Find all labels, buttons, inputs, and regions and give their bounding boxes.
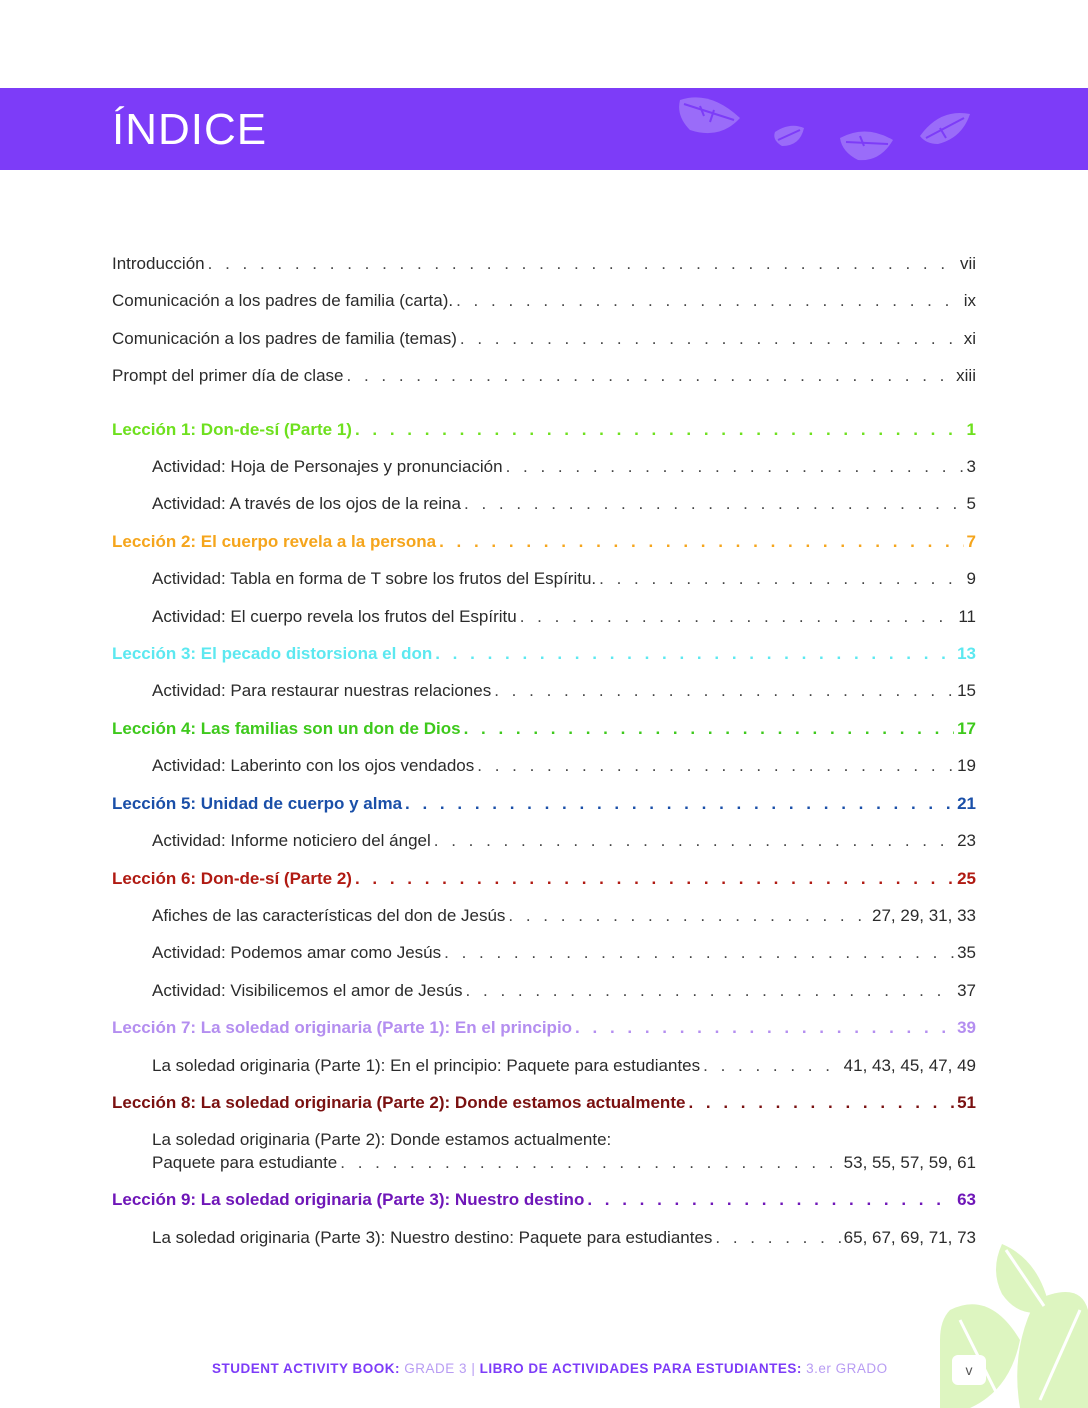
toc-leader-dots (703, 1047, 841, 1084)
toc-activity[interactable] (112, 1219, 976, 1256)
toc-entry-page: 37 (957, 980, 976, 1000)
toc-entry-label: Actividad: Laberinto con los ojos vendados (152, 756, 475, 776)
toc-entry-page: xi (963, 328, 976, 348)
toc-entry-label: Prompt del primer día de clase (112, 366, 344, 386)
toc-entry-label: Lección 5: Unidad de cuerpo y alma (112, 793, 403, 813)
toc-entry[interactable] (112, 282, 976, 319)
toc-entry-label: Actividad: Tabla en forma de T sobre los frutos del Espíritu. (152, 569, 597, 589)
toc-leader-dots (460, 320, 961, 357)
table-of-contents (112, 245, 976, 1256)
toc-leader-dots (464, 710, 955, 747)
toc-entry[interactable] (112, 357, 976, 394)
toc-entry-label: Comunicación a los padres de familia (carta). (112, 291, 454, 311)
toc-entry-page: 41, 43, 45, 47, 49 (843, 1055, 976, 1075)
toc-entry-label-line: La soledad originaria (Parte 2): Donde estamos actualmente: (152, 1130, 612, 1150)
toc-activity[interactable] (112, 897, 976, 934)
toc-activity[interactable] (112, 934, 976, 971)
toc-entry-label: Introducción (112, 254, 205, 273)
toc-entry-page: 63 (957, 1190, 976, 1210)
toc-entry-page: 25 (957, 868, 976, 888)
toc-entry-page: 39 (957, 1018, 976, 1038)
toc-lesson-3[interactable] (112, 635, 976, 672)
toc-leader-dots (434, 822, 954, 859)
toc-leader-dots (599, 560, 963, 597)
toc-entry[interactable] (112, 320, 976, 357)
toc-leader-dots (477, 747, 954, 784)
toc-activity[interactable] (112, 672, 976, 709)
toc-lesson-6[interactable] (112, 860, 976, 897)
toc-activity[interactable] (112, 598, 976, 635)
toc-activity[interactable] (112, 1121, 976, 1181)
toc-entry-page: vii (959, 254, 976, 273)
toc-lesson-9[interactable] (112, 1181, 976, 1218)
footer-grade-es: 3.er GRADO (806, 1361, 888, 1376)
toc-leader-dots (444, 934, 954, 971)
toc-entry-label: Afiches de las características del don de Jesús (152, 905, 506, 925)
toc-lesson-1[interactable] (112, 411, 976, 448)
toc-lesson-2[interactable] (112, 523, 976, 560)
toc-entry-label: La soledad originaria (Parte 1): En el principio: Paquete para estudiantes (152, 1055, 701, 1075)
toc-entry-label: Actividad: A través de los ojos de la reina (152, 494, 462, 514)
toc-activity[interactable] (112, 822, 976, 859)
toc-entry-label: Actividad: El cuerpo revela los frutos del Espíritu (152, 606, 517, 626)
footer-separator: | (471, 1361, 476, 1376)
toc-entry-page: 13 (957, 644, 976, 664)
toc-entry-page: ix (963, 291, 976, 311)
toc-entry-page: 11 (958, 606, 976, 626)
toc-entry-label: Paquete para estudiante (152, 1153, 338, 1173)
toc-leader-dots (506, 448, 964, 485)
toc-leader-dots (494, 672, 954, 709)
toc-activity[interactable] (112, 485, 976, 522)
toc-leader-dots (208, 245, 957, 282)
toc-entry-page: 53, 55, 57, 59, 61 (843, 1153, 976, 1173)
toc-entry-label: Lección 6: Don-de-sí (Parte 2) (112, 868, 352, 888)
toc-leader-dots (466, 972, 955, 1009)
footer-book-es: LIBRO DE ACTIVIDADES PARA ESTUDIANTES: (479, 1361, 802, 1376)
toc-entry-label: Actividad: Podemos amar como Jesús (152, 943, 442, 963)
toc-leader-dots (340, 1151, 840, 1174)
toc-activity[interactable] (112, 560, 976, 597)
toc-leader-dots (355, 860, 954, 897)
toc-activity[interactable] (112, 1047, 976, 1084)
toc-entry-label: Lección 9: La soledad originaria (Parte 3): Nuestro destino (112, 1190, 585, 1210)
toc-leader-dots (439, 523, 963, 560)
toc-entry-label: Actividad: Para restaurar nuestras relaciones (152, 681, 492, 701)
toc-leader-dots (520, 598, 956, 635)
toc-entry-page: 23 (957, 831, 976, 851)
toc-leader-dots (435, 635, 954, 672)
toc-entry-page: 1 (966, 419, 976, 439)
toc-lesson-4[interactable] (112, 710, 976, 747)
toc-leader-dots (405, 785, 954, 822)
toc-entry-label: Lección 7: La soledad originaria (Parte 1): En el principio (112, 1018, 573, 1038)
toc-leader-dots (347, 357, 954, 394)
section-gap (112, 395, 976, 411)
toc-entry-page: 35 (957, 943, 976, 963)
toc-entry-label: Actividad: Hoja de Personajes y pronunciación (152, 457, 503, 477)
toc-leader-dots (508, 897, 869, 934)
toc-entry-page: 17 (957, 718, 976, 738)
toc-entry-label: Comunicación a los padres de familia (temas) (112, 328, 457, 348)
header-banner (0, 88, 1088, 170)
toc-entry-page: 5 (966, 494, 976, 514)
toc-entry-page: 27, 29, 31, 33 (872, 905, 976, 925)
toc-entry-page: 9 (966, 569, 976, 589)
page-number: v (952, 1355, 986, 1385)
toc-entry-label: La soledad originaria (Parte 3): Nuestro destino: Paquete para estudiantes (152, 1227, 713, 1247)
toc-lesson-8[interactable] (112, 1084, 976, 1121)
toc-entry-label: Lección 1: Don-de-sí (Parte 1) (112, 419, 352, 439)
toc-leader-dots (355, 411, 964, 448)
toc-lesson-7[interactable] (112, 1009, 976, 1046)
toc-entry-page: 65, 67, 69, 71, 73 (843, 1227, 976, 1247)
toc-entry-page: 51 (957, 1092, 976, 1112)
toc-activity[interactable] (112, 747, 976, 784)
toc-entry-page: xiii (956, 366, 976, 386)
toc-entry-line (152, 1151, 976, 1174)
toc-entry-label: Actividad: Informe noticiero del ángel (152, 831, 431, 851)
page-title: ÍNDICE (112, 105, 268, 154)
toc-entry-page: 21 (957, 793, 976, 813)
toc-entry-label: Lección 4: Las familias son un don de Dios (112, 718, 461, 738)
toc-entry-label: Lección 2: El cuerpo revela a la persona (112, 531, 437, 551)
toc-leader-dots (688, 1084, 954, 1121)
toc-leader-dots (715, 1219, 840, 1256)
toc-activity[interactable] (112, 972, 976, 1009)
toc-entry-label: Actividad: Visibilicemos el amor de Jesús (152, 980, 463, 1000)
toc-entry-page: 19 (957, 756, 976, 776)
toc-entry-page: 3 (966, 457, 976, 477)
footer-book-en: STUDENT ACTIVITY BOOK: (212, 1361, 401, 1376)
footer-grade-en: GRADE 3 (404, 1361, 468, 1376)
toc-leader-dots (464, 485, 964, 522)
toc-leader-dots (587, 1181, 954, 1218)
toc-leader-dots (456, 282, 961, 319)
toc-entry-page: 7 (966, 531, 976, 551)
footer (212, 1361, 888, 1376)
toc-lesson-5[interactable] (112, 785, 976, 822)
toc-entry-page: 15 (957, 681, 976, 701)
toc-entry[interactable] (112, 245, 976, 282)
toc-entry-label: Lección 3: El pecado distorsiona el don (112, 644, 433, 664)
toc-entry-label: Lección 8: La soledad originaria (Parte 2): Donde estamos actualmente (112, 1092, 686, 1112)
toc-activity[interactable] (112, 448, 976, 485)
toc-leader-dots (575, 1009, 954, 1046)
